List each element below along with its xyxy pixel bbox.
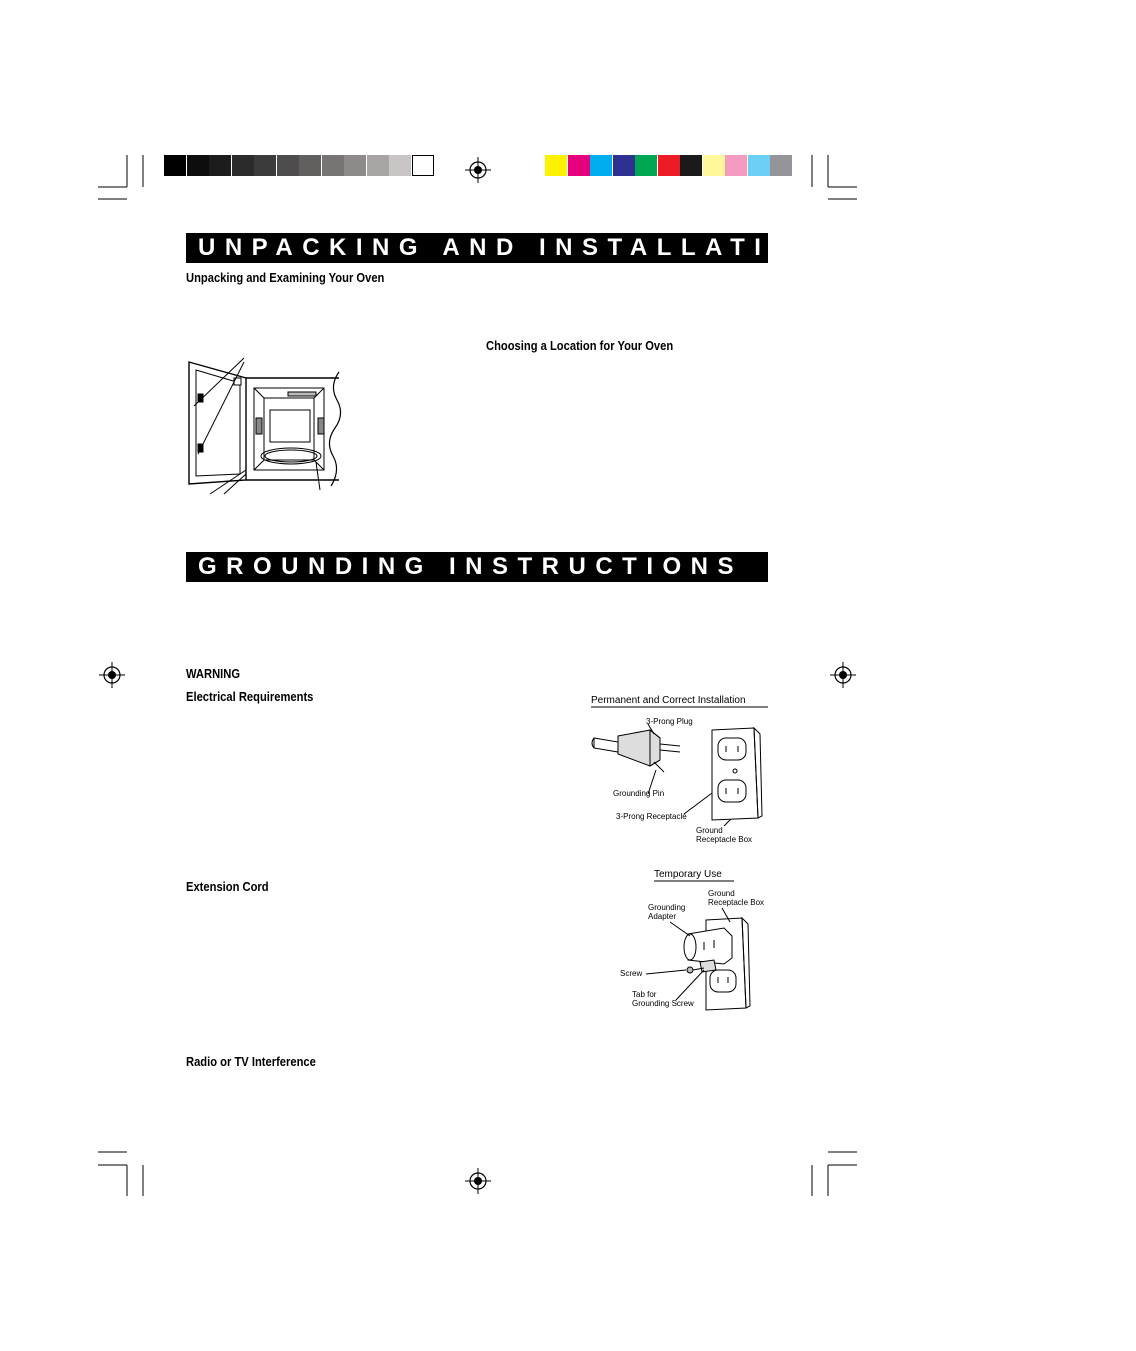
label-tab-for-line-1: Tab for: [632, 990, 657, 999]
oven-interior-illustration: [184, 358, 350, 498]
label-ground-line-1: Ground: [696, 826, 723, 835]
color-swatch: [209, 155, 231, 176]
color-swatch: [187, 155, 209, 176]
color-swatch: [748, 155, 770, 176]
heading-electrical-requirements: Electrical Requirements: [186, 689, 314, 704]
heading-radio-tv-interference: Radio or TV Interference: [186, 1054, 316, 1069]
color-swatch: [770, 155, 792, 176]
label-3-prong-receptacle: 3-Prong Receptacle: [616, 812, 687, 821]
figure-permanent-installation: [588, 690, 772, 850]
color-swatch: [389, 155, 411, 176]
label-3-prong-plug: 3-Prong Plug: [646, 717, 693, 726]
color-swatch: [232, 155, 254, 176]
color-swatch: [635, 155, 657, 176]
color-swatch: [344, 155, 366, 176]
caption-permanent-installation: Permanent and Correct Installation: [591, 695, 746, 706]
color-swatch: [299, 155, 321, 176]
heading-unpacking-examining: Unpacking and Examining Your Oven: [186, 270, 385, 285]
heading-extension-cord: Extension Cord: [186, 879, 269, 894]
registration-target-icon: [465, 157, 491, 183]
heading-warning: WARNING: [186, 666, 241, 681]
heading-choosing-location: Choosing a Location for Your Oven: [486, 338, 674, 353]
color-swatch: [590, 155, 612, 176]
color-swatch: [613, 155, 635, 176]
label-grounding-screw-line-2: Grounding Screw: [632, 999, 694, 1008]
label-screw: Screw: [620, 969, 643, 978]
label-grounding-pin: Grounding Pin: [613, 789, 665, 798]
registration-target-icon: [99, 662, 125, 688]
label-adapter-line-2: Adapter: [648, 912, 677, 921]
caption-temporary-use: Temporary Use: [654, 869, 722, 880]
color-swatch: [568, 155, 590, 176]
label-ground-line-1: Ground: [708, 889, 735, 898]
color-swatch: [164, 155, 186, 176]
banner-grounding: GROUNDING INSTRUCTIONS: [186, 552, 768, 582]
banner-unpacking-installation: UNPACKING AND INSTALLATION INSTRUCTIONS: [186, 233, 768, 263]
label-receptacle-box-line-2: Receptacle Box: [708, 898, 765, 907]
color-swatch: [658, 155, 680, 176]
color-swatch: [322, 155, 344, 176]
color-swatch: [680, 155, 702, 176]
color-swatch: [725, 155, 747, 176]
figure-temporary-use: [618, 862, 778, 1018]
registration-target-icon: [465, 1168, 491, 1194]
color-swatch: [254, 155, 276, 176]
registration-target-icon: [830, 662, 856, 688]
color-swatch: [703, 155, 725, 176]
label-receptacle-box-line-2: Receptacle Box: [696, 835, 753, 844]
color-swatch: [277, 155, 299, 176]
label-grounding-line-1: Grounding: [648, 903, 686, 912]
color-swatch: [367, 155, 389, 176]
color-swatch: [412, 155, 434, 176]
color-swatch: [545, 155, 567, 176]
